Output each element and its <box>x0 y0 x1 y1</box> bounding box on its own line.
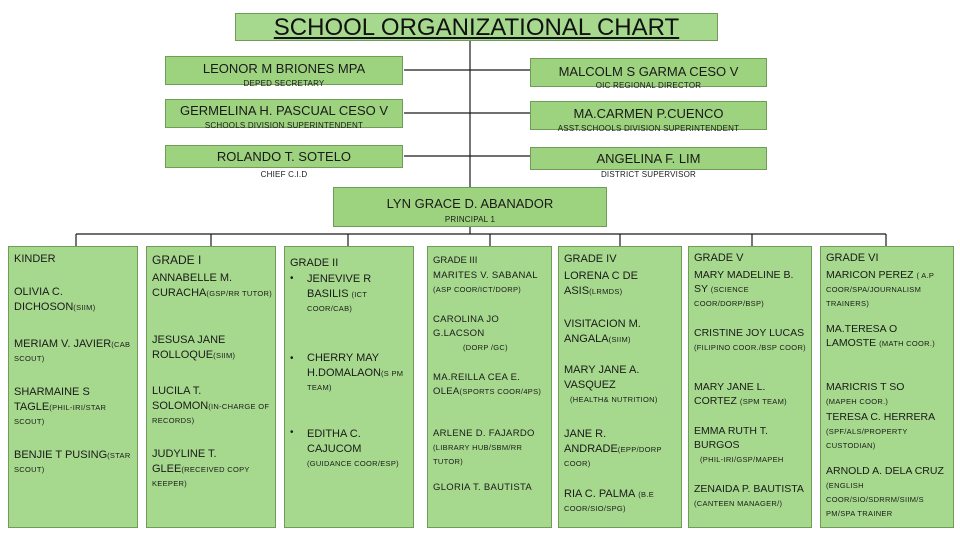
teacher-name: CAROLINA JO G.LACSON <box>433 314 500 339</box>
teacher-name: MARY MADELINE B. SY <box>694 269 794 295</box>
official-name: ANGELINA F. LIM <box>596 151 701 166</box>
bullet-marker: • <box>290 353 294 364</box>
teacher-entry <box>433 427 548 469</box>
teacher-role: (GSP/RR TUTOR) <box>206 288 272 298</box>
teacher-entry <box>14 448 134 477</box>
teacher-entry <box>694 269 808 311</box>
column-grade-3 <box>427 246 552 528</box>
teacher-role: (CANTEEN MANAGER/) <box>694 498 783 508</box>
teacher-role: (GUIDANCE COOR/ESP) <box>307 458 399 468</box>
teacher-entry <box>564 427 678 471</box>
teacher-role: (PHIL-IRI/GSP/MAPEH <box>700 454 784 464</box>
column-grade-1 <box>146 246 276 528</box>
teacher-name: ARNOLD A. DELA CRUZ <box>826 465 944 477</box>
teacher-entry <box>694 425 808 467</box>
teacher-entry <box>307 272 410 316</box>
teacher-name: SHARMAINE S TAGLE <box>14 386 90 413</box>
teacher-name: JUDYLINE T. GLEE <box>152 448 217 475</box>
teacher-entry <box>826 465 950 520</box>
teacher-entry <box>433 481 548 495</box>
teacher-entry <box>152 384 272 428</box>
official-box-secretary <box>165 56 403 88</box>
teacher-name: GLORIA T. BAUTISTA <box>433 482 533 493</box>
teacher-name: VISITACION M. ANGALA <box>564 318 641 345</box>
teacher-name: MA.TERESA O LAMOSTE <box>826 323 898 349</box>
teacher-entry <box>826 411 950 453</box>
teacher-name: MARITES V. SABANAL <box>433 270 538 281</box>
teacher-role: (CAB SCOUT) <box>14 340 131 363</box>
column-heading: GRADE II <box>290 257 339 269</box>
teacher-role: (SCIENCE COOR/DORP/BSP) <box>694 284 765 308</box>
teacher-name: JENEVIVE R BASILIS <box>307 273 372 300</box>
teacher-entry <box>14 285 134 315</box>
teacher-name: CRISTINE JOY LUCAS <box>694 327 805 339</box>
teacher-name: MERIAM V. JAVIER <box>14 338 112 350</box>
teacher-name: BENJIE T PUSING <box>14 449 108 461</box>
chart-title: SCHOOL ORGANIZATIONAL CHART <box>235 13 718 41</box>
teacher-role: (HEALTH& NUTRITION) <box>570 394 658 404</box>
teacher-role: (SIIM) <box>213 350 236 360</box>
teacher-role: ( A.P COOR/SPA/JOURNALISM TRAINERS) <box>826 271 935 308</box>
teacher-entry <box>564 487 678 516</box>
teacher-entry <box>14 337 134 366</box>
official-role: ASST.SCHOOLS DIVISION SUPERINTENDENT <box>557 124 740 133</box>
teacher-name: ARLENE D. FAJARDO <box>433 428 535 439</box>
column-grade-4 <box>558 246 682 528</box>
teacher-entry <box>826 323 950 351</box>
teacher-name: ZENAIDA P. BAUTISTA <box>694 483 804 495</box>
teacher-name: RIA C. PALMA <box>564 488 636 500</box>
teacher-name: CHERRY MAY H.DOMALAON <box>307 352 381 379</box>
teacher-name: TERESA C. HERRERA <box>826 411 936 423</box>
teacher-name: OLIVIA C. DICHOSON <box>14 286 74 313</box>
column-grade-5 <box>688 246 812 528</box>
teacher-name: ANNABELLE M. CURACHA <box>152 272 233 299</box>
column-heading: GRADE I <box>152 253 202 267</box>
teacher-role: (LRMDS) <box>589 286 623 296</box>
official-role: DEPED SECRETARY <box>243 79 325 88</box>
column-heading: GRADE VI <box>826 252 879 264</box>
teacher-entry <box>152 271 272 301</box>
teacher-role: (S PM TEAM) <box>307 368 404 392</box>
teacher-name: JESUSA JANE ROLLOQUE <box>152 334 226 361</box>
teacher-name: MARY JANE A. VASQUEZ <box>564 364 640 391</box>
official-name: ROLANDO T. SOTELO <box>216 149 352 164</box>
column-heading: KINDER <box>14 253 56 265</box>
teacher-entry <box>307 427 410 471</box>
teacher-entry <box>14 385 134 429</box>
official-role: DISTRICT SUPERVISOR <box>600 170 697 179</box>
teacher-role: (STAR SCOUT) <box>14 451 131 474</box>
principal-role: PRINCIPAL 1 <box>444 215 496 224</box>
teacher-role: (ICT COOR/CAB) <box>307 289 368 313</box>
teacher-role: (B.E COOR/SIO/SPG) <box>564 490 655 513</box>
teacher-name: MA.REILLA CEA E. OLEA <box>433 372 521 397</box>
teacher-role: (FILIPINO COOR./BSP COOR) <box>694 342 806 352</box>
teacher-role: (ASP COOR/ICT/DORP) <box>433 284 522 294</box>
column-heading: GRADE III <box>433 255 478 266</box>
teacher-role: (EPP/DORP COOR) <box>564 444 662 468</box>
teacher-role: (ENGLISH COOR/SIO/SDRRM/SIIM/S PM/SPA TRAINER <box>826 480 924 518</box>
teacher-name: MARY JANE L. CORTEZ <box>694 381 766 407</box>
official-name: MALCOLM S GARMA CESO V <box>558 64 739 79</box>
teacher-name: MARICRIS T SO <box>826 381 905 393</box>
principal-name: LYN GRACE D. ABANADOR <box>386 196 554 211</box>
teacher-entry <box>564 269 678 299</box>
teacher-role: (PHIL-IRI/STAR SCOUT) <box>14 402 107 426</box>
principal-box <box>333 187 607 227</box>
official-box-district-supervisor <box>530 147 767 170</box>
teacher-entry <box>152 447 272 491</box>
column-heading: GRADE IV <box>564 253 617 265</box>
official-role: CHIEF C.I.D <box>260 170 308 179</box>
teacher-name: MARICON PEREZ <box>826 269 914 281</box>
teacher-entry <box>826 381 950 409</box>
bullet-marker: • <box>290 427 294 438</box>
teacher-entry <box>694 381 808 409</box>
column-grade-2 <box>284 246 414 528</box>
official-box-superintendent <box>165 99 403 128</box>
teacher-role: (SPM TEAM) <box>739 396 787 406</box>
official-box-regional-director <box>530 58 767 90</box>
official-name: GERMELINA H. PASCUAL CESO V <box>179 103 389 118</box>
teacher-entry <box>307 351 410 395</box>
teacher-role: (LIBRARY HUB/SBM/RR TUTOR) <box>433 442 523 466</box>
teacher-role: (SPF/ALS/PROPERTY CUSTODIAN) <box>826 426 908 450</box>
teacher-name: LUCILA T. SOLOMON <box>152 385 209 412</box>
column-grade-6 <box>820 246 954 528</box>
teacher-role: (SIIM) <box>608 334 631 344</box>
teacher-entry <box>433 269 548 297</box>
official-role: SCHOOLS DIVISION SUPERINTENDENT <box>204 121 364 130</box>
teacher-entry <box>433 313 548 355</box>
teacher-name: EDITHA C. CAJUCOM <box>307 428 362 455</box>
teacher-role: (MAPEH COOR.) <box>826 396 889 406</box>
teacher-name: EMMA RUTH T. BURGOS <box>694 425 768 451</box>
official-box-chief-cid <box>165 145 403 168</box>
bullet-marker: • <box>290 273 294 284</box>
teacher-entry <box>694 483 808 511</box>
teacher-name: LORENA C DE ASIS <box>564 270 638 297</box>
official-name: MA.CARMEN P.CUENCO <box>573 106 724 121</box>
teacher-role: (RECEIVED COPY KEEPER) <box>152 464 250 488</box>
teacher-entry <box>826 269 950 311</box>
column-kinder <box>8 246 138 528</box>
teacher-role: (IN-CHARGE OF RECORDS) <box>152 401 270 425</box>
teacher-entry <box>152 333 272 363</box>
teacher-role: (SPORTS COOR/4PS) <box>459 386 542 396</box>
teacher-entry <box>433 371 548 399</box>
official-role: OIC REGIONAL DIRECTOR <box>595 81 702 90</box>
column-heading: GRADE V <box>694 252 744 264</box>
official-name: LEONOR M BRIONES MPA <box>202 61 366 76</box>
teacher-name: JANE R. ANDRADE <box>564 428 618 455</box>
teacher-entry <box>564 317 678 347</box>
teacher-entry <box>694 327 808 355</box>
official-box-asst-superintendent <box>530 101 767 133</box>
teacher-role: (SIIM) <box>73 302 96 312</box>
teacher-role: (MATH COOR.) <box>879 338 936 348</box>
teacher-role: (DORP /GC) <box>463 342 508 352</box>
teacher-entry <box>564 363 678 407</box>
